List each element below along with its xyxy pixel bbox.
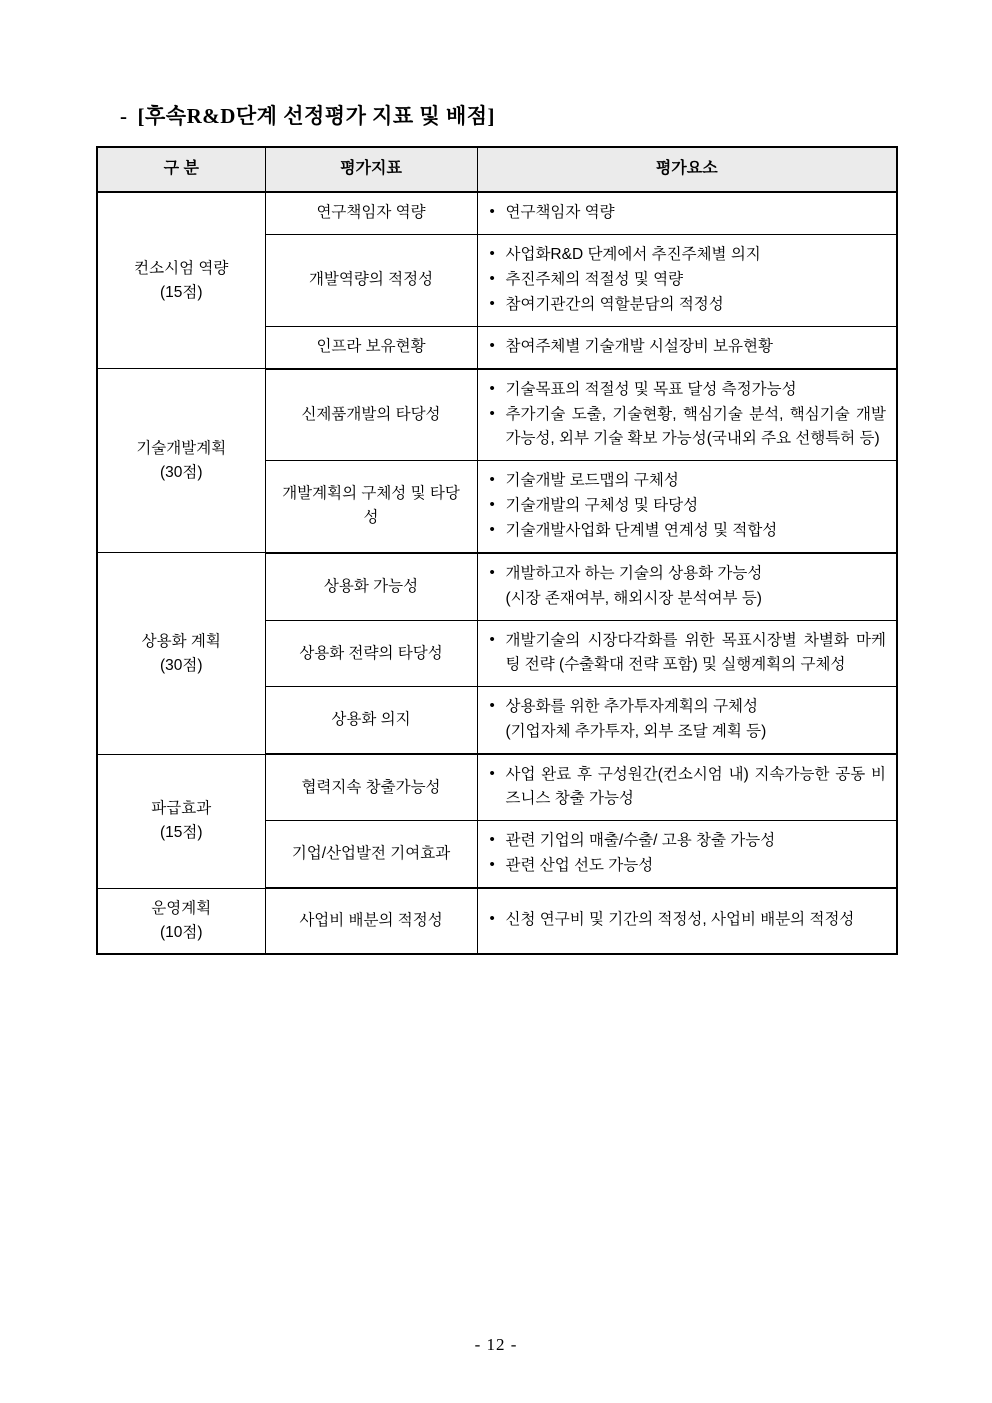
indicator-cell: 상용화 의지 (265, 687, 477, 755)
table-row (97, 553, 897, 621)
indicator-cell: 연구책임자 역량 (265, 192, 477, 235)
element-cell (477, 821, 897, 889)
element-item: • 기술목표의 적절성 및 목표 달성 측정가능성 (488, 378, 887, 402)
element-cell (477, 687, 897, 755)
element-item: • 기술개발 로드맵의 구체성 (488, 469, 887, 493)
element-cell (477, 553, 897, 621)
indicator-cell: 상용화 전략의 타당성 (265, 621, 477, 687)
category-cell (97, 553, 265, 754)
element-cell (477, 326, 897, 369)
element-item-continuation: (시장 존재여부, 해외시장 분석여부 등) (505, 589, 762, 607)
category-cell (97, 754, 265, 888)
evaluation-table (96, 146, 898, 955)
category-name: 컨소시엄 역량 (134, 259, 229, 277)
category-cell (97, 192, 265, 369)
category-name: 기술개발계획 (136, 439, 227, 457)
column-header-indicator: 평가지표 (265, 147, 477, 192)
category-name: 운영계획 (151, 899, 212, 917)
element-item: • 참여기관간의 역할분담의 적정성 (488, 293, 887, 317)
category-score: (15점) (159, 283, 203, 301)
element-item-continuation: (기업자체 추가투자, 외부 조달 계획 등) (505, 723, 767, 741)
element-item: • 기술개발의 구체성 및 타당성 (488, 494, 887, 518)
column-header-element: 평가요소 (477, 147, 897, 192)
heading-text: [후속R&D단계 선정평가 지표 및 배점] (137, 104, 496, 128)
element-item: • 신청 연구비 및 기간의 적정성, 사업비 배분의 적정성 (488, 908, 887, 932)
element-item: • 개발하고자 하는 기술의 상용화 가능성 (488, 562, 887, 586)
category-cell (97, 888, 265, 954)
table-row (97, 369, 897, 461)
element-item: • 관련 산업 선도 가능성 (488, 854, 887, 878)
element-cell (477, 460, 897, 553)
element-item: • 기술개발사업화 단계별 연계성 및 적합성 (488, 519, 887, 543)
element-item: • 개발기술의 시장다각화를 위한 목표시장별 차별화 마케팅 전략 (수출확대 전략 포함) 및 실행계획의 구체성 (488, 629, 887, 677)
element-item: • 사업화R&D 단계에서 추진주체별 의지 (488, 243, 887, 267)
indicator-cell: 개발계획의 구체성 및 타당성 (265, 460, 477, 553)
category-score: (15점) (159, 824, 203, 842)
indicator-cell: 인프라 보유현황 (265, 326, 477, 369)
indicator-cell: 기업/산업발전 기여효과 (265, 821, 477, 889)
table-row (97, 192, 897, 235)
table-body (97, 192, 897, 954)
category-name: 파급효과 (151, 800, 212, 818)
category-score: (30점) (159, 463, 203, 481)
table-header-row (97, 147, 897, 192)
element-cell (477, 621, 897, 687)
element-cell (477, 888, 897, 954)
table-row (97, 754, 897, 821)
element-cell (477, 192, 897, 235)
indicator-cell: 상용화 가능성 (265, 553, 477, 621)
indicator-cell: 신제품개발의 타당성 (265, 369, 477, 461)
category-score: (10점) (159, 923, 203, 941)
column-header-category: 구 분 (97, 147, 265, 192)
element-item: • 관련 기업의 매출/수출/ 고용 창출 가능성 (488, 829, 887, 853)
element-item: • 추가기술 도출, 기술현황, 핵심기술 분석, 핵심기술 개발 가능성, 외부 기술 확보 가능성(국내외 주요 선행특허 등) (488, 403, 887, 451)
element-item: • 사업 완료 후 구성원간(컨소시엄 내) 지속가능한 공동 비즈니스 창출 가능성 (488, 763, 887, 811)
page-number: - 12 - (474, 1335, 518, 1354)
element-item: • 연구책임자 역량 (488, 201, 887, 225)
table-row (97, 888, 897, 954)
category-name: 상용화 계획 (141, 632, 221, 650)
indicator-cell: 개발역량의 적정성 (265, 234, 477, 326)
page-title (120, 100, 896, 130)
indicator-cell: 협력지속 창출가능성 (265, 754, 477, 821)
element-cell (477, 754, 897, 821)
element-item: • 참여주체별 기술개발 시설장비 보유현황 (488, 335, 887, 359)
heading-dash: - (120, 104, 128, 128)
element-cell (477, 369, 897, 461)
category-cell (97, 369, 265, 553)
indicator-cell: 사업비 배분의 적정성 (265, 888, 477, 954)
category-score: (30점) (159, 656, 203, 674)
element-cell (477, 234, 897, 326)
element-item: • 상용화를 위한 추가투자계획의 구체성 (488, 695, 887, 719)
element-item: • 추진주체의 적절성 및 역량 (488, 268, 887, 292)
